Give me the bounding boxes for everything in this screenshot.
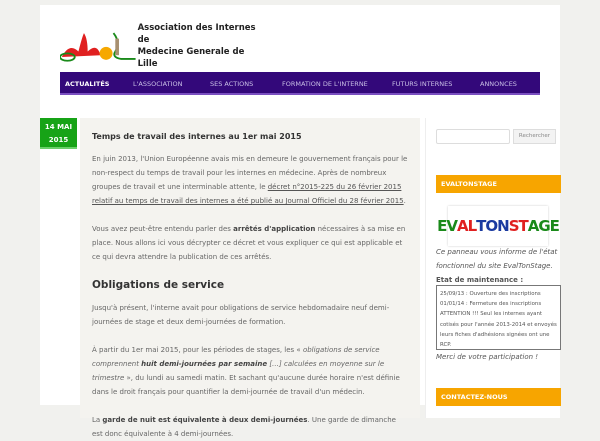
maintenance-status-box: 25/09/13 : Ouverture des inscriptions 01/01/14 : Fermeture des inscriptions ATTENTION !!! Seul les internes ayant cotisés pour l'année 2013-2014 et envoyés leurs fiches d'adhésions signées ont une RCP. (436, 285, 561, 350)
main-nav (60, 72, 540, 95)
post-paragraph: Jusqu'à présent, l'interne avait pour obligations de service hebdomadaire neuf demi-journées de stage et deux demi-journées de formation. (92, 304, 390, 326)
nav-item-formation[interactable]: FORMATION DE L'INTERNE (282, 80, 368, 88)
logo-emblem-icon (60, 28, 136, 64)
sidebar (425, 118, 560, 418)
search-input[interactable] (436, 129, 510, 144)
evaltonstage-logo[interactable]: EV AL TON ST AGE (448, 206, 548, 246)
nav-item-annonces[interactable]: ANNONCES (480, 80, 517, 88)
nav-item-actualites[interactable]: ACTUALITÉS (65, 80, 110, 88)
nav-item-association[interactable]: L'ASSOCIATION (133, 80, 183, 88)
post-paragraph: Vous avez peut-être entendu parler des arrêtés d'application nécessaires à sa mise en place. Nous allons ici vous décrypter ce décret et vous expliquer ce qui est applicable et ce qui devra attendre la publication de ces arrêtés. (92, 225, 406, 261)
post-paragraph: La garde de nuit est équivalente à deux demi-journées. Une garde de dimanche est donc équivalente à 4 demi-journées. (92, 416, 396, 438)
nav-item-futurs-internes[interactable]: FUTURS INTERNES (392, 80, 453, 88)
logo-text: Association des Internes de Medecine Generale de Lille (137, 23, 256, 69)
page-container (40, 5, 560, 438)
post-title[interactable]: Temps de travail des internes au 1er mai 2015 (92, 132, 302, 141)
thanks-text: Merci de votre participation ! (436, 353, 539, 361)
post-date-badge: 14 MAI 2015 (40, 118, 77, 149)
post-paragraph: À partir du 1er mai 2015, pour les périodes de stages, les « obligations de service comprennent huit demi-journées par semaine […] calculées en moyenne sur le trimestre », du lundi au samedi matin. Et sachant qu'aucune durée horaire n'est définie dans le droit français pour quantifier la demi-journée de travail d'un médecin. (92, 346, 400, 396)
search-button[interactable]: Rechercher (513, 129, 556, 144)
widget-title-evaltonstage: EVALTONSTAGE (436, 175, 561, 193)
decree-link[interactable]: décret n°2015-225 du 26 février 2015 relatif au temps de travail des internes a été publié au Journal Officiel du 28 février 2015 (92, 183, 404, 205)
evaltonstage-intro: Ce panneau vous informe de l'état fonctionnel du site EvalTonStage. Etat de maintenance : (436, 248, 558, 284)
site-logo[interactable] (60, 23, 260, 69)
post-article (80, 118, 420, 438)
nav-item-ses-actions[interactable]: SES ACTIONS (210, 80, 254, 88)
section-heading: Obligations de service (92, 279, 225, 291)
post-paragraph: En juin 2013, l'Union Européenne avais mis en demeure le gouvernement français pour le non-respect du temps de travail pour les internes en médecine. Après de nombreux groupes de travail et une interminable attente, le décret n°2015-225 du 26 février 2015 relatif au temps de travail des internes a été publié au Journal Officiel du 28 février 2015. (92, 155, 408, 205)
widget-title-contact: CONTACTEZ-NOUS (436, 388, 561, 406)
